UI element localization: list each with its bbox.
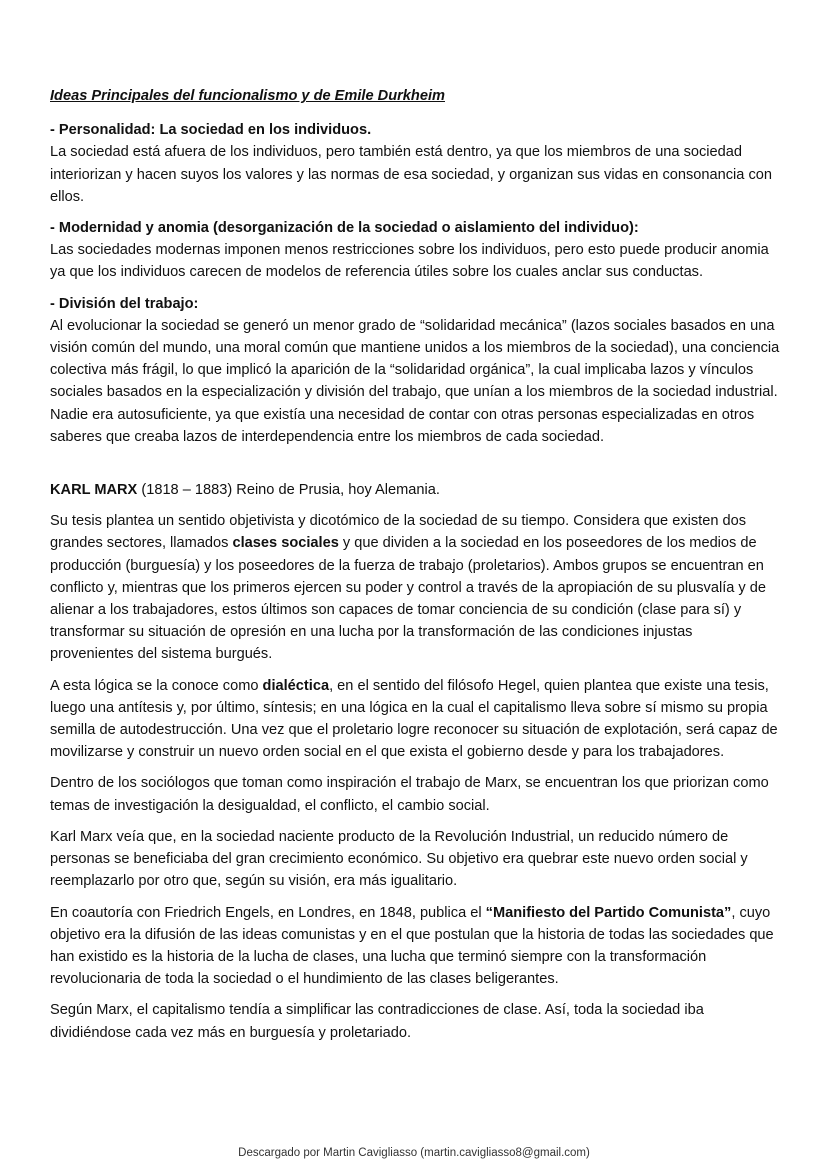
marx-paragraph-6: Según Marx, el capitalismo tendía a simplificar las contradicciones de clase. Así, toda la sociedad iba dividiéndose cada vez más en burguesía y proletariado. — [50, 1002, 704, 1041]
section-heading: - División del trabajo: — [50, 295, 199, 312]
section-heading: - Personalidad: La sociedad en los individuos. — [50, 122, 372, 139]
marx-intro — [50, 479, 780, 501]
bold-term: “Manifiesto del Partido Comunista” — [485, 904, 732, 921]
text-run: Su tesis plantea un sentido objetivista y dicotómico de la sociedad de su tiempo. Considera que existen dos grandes sectores, llamados — [50, 513, 747, 552]
text-run: y que dividen a la sociedad en los poseedores de los medios de producción (burguesía) y los poseedores de la fuerza de trabajo (proletarios). Ambos grupos se encuentran en conflicto y, mientras que los primeros ejercen su poder y control a través de la apropiación de su plusvalía y de alienar a los trabajadores, estos últimos son capaces de tomar conciencia de su condición (clase para sí) y transformar su situación de opresión en una lucha por la transformación de las condiciones injustas provenientes del sistema burgués. — [50, 535, 767, 663]
section-modernidad — [50, 217, 780, 284]
spacer — [50, 457, 780, 479]
section-heading: - Modernidad y anomia (desorganización de la sociedad o aislamiento del individuo): — [50, 220, 639, 237]
text-run: A esta lógica se la conoce como — [50, 677, 263, 694]
marx-name: KARL MARX — [50, 482, 138, 499]
text-run: , en el sentido del filósofo Hegel, quien plantea que existe una tesis, luego una antítesis y, por último, síntesis; en una lógica en la cual el capitalismo lleva sobre sí mismo su propia semilla de autodestrucción. Una vez que el proletario logre reconocer su situación de explotación, será capaz de movilizarse y construir un nuevo orden social en el que exista el gobierno desde y para los trabajadores. — [50, 677, 778, 761]
document-title: Ideas Principales del funcionalismo y de Emile Durkheim — [50, 88, 445, 104]
marx-paragraph-2 — [50, 675, 780, 764]
section-body: La sociedad está afuera de los individuos, pero también está dentro, ya que los miembros de una sociedad interiorizan y hacen suyos los valores y las normas de esa sociedad, y organizan sus vidas en consonancia con ellos. — [50, 144, 772, 205]
marx-paragraph-4: Karl Marx veía que, en la sociedad naciente producto de la Revolución Industrial, un reducido número de personas se beneficiaba del gran crecimiento económico. Su objetivo era quebrar este nuevo orden social y reemplazarlo por otro que, según su visión, era más igualitario. — [50, 828, 748, 890]
marx-intro-text: (1818 – 1883) Reino de Prusia, hoy Alemania. — [137, 482, 440, 499]
text-run: En coautoría con Friedrich Engels, en Londres, en 1848, publica el — [50, 904, 486, 921]
text-run: , cuyo objetivo era la difusión de las ideas comunistas y en el que postulan que la historia de todas las sociedades que han existido es la historia de la lucha de clases, una lucha que terminó siempre con la transformación revolucionaria de toda la sociedad o el hundimiento de las clases beligerantes. — [50, 904, 774, 988]
section-division-trabajo — [50, 293, 780, 448]
document-page — [50, 85, 780, 1053]
download-footer: Descargado por Martin Cavigliasso (martin.cavigliasso8@gmail.com) — [238, 1147, 590, 1159]
bold-term: clases sociales — [232, 535, 339, 552]
marx-paragraph-1 — [50, 510, 780, 665]
section-body: Al evolucionar la sociedad se generó un menor grado de “solidaridad mecánica” (lazos sociales basados en una visión común del mundo, una moral común que mantiene unidos a los miembros de la sociedad), una conciencia colectiva más frágil, lo que implicó la aparición de la “solidaridad orgánica”, la cual implicaba lazos y vínculos sociales basados en la especialización y división del trabajo, que unían a los miembros de la sociedad industrial. Nadie era autosuficiente, ya que existía una necesidad de contar con otras personas especializadas en otros saberes que creaba lazos de interdependencia entre los miembros de cada sociedad. — [50, 317, 780, 445]
marx-paragraph-3: Dentro de los sociólogos que toman como inspiración el trabajo de Marx, se encuentran los que priorizan como temas de investigación la desigualdad, el conflicto, el cambio social. — [50, 775, 769, 814]
section-personalidad — [50, 119, 780, 208]
bold-term: dialéctica — [262, 677, 330, 694]
section-body: Las sociedades modernas imponen menos restricciones sobre los individuos, pero esto puede producir anomia ya que los individuos carecen de modelos de referencia útiles sobre los cuales anclar sus conductas. — [50, 242, 769, 281]
marx-paragraph-5 — [50, 902, 780, 991]
